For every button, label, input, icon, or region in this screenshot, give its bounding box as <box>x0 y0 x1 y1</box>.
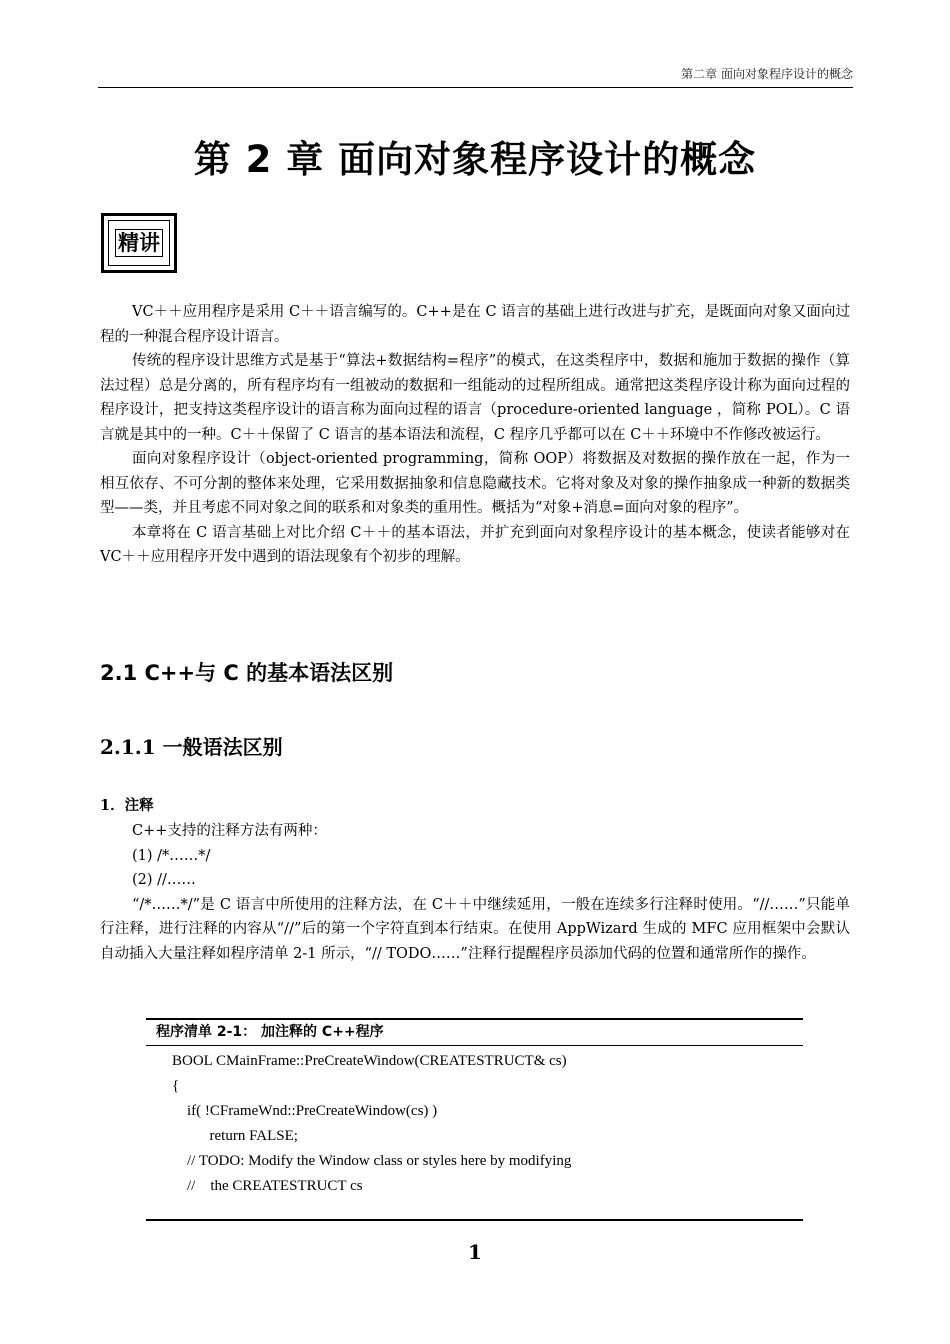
intro-paragraph: 面向对象程序设计（object-oriented programming，简称 OOP）将数据及对数据的操作放在一起，作为一相互依存、不可分割的整体来处理，它采用数据抽象和信息隐藏技术。它将对象及对象的操作抽象成一种新的数据类型——类，并且考虑不同对象之间的联系和对象类的重用性。概括为“对象+消息=面向对象的程序”。 <box>100 451 850 516</box>
code-line: // TODO: Modify the Window class or styles here by modifying <box>172 1153 572 1169</box>
comment-method: (1) /*……*/ <box>132 847 211 864</box>
section-heading: 2.1 C++与 C 的基本语法区别 <box>100 661 394 685</box>
item-heading: 1．注释 <box>100 797 154 814</box>
comment-intro: C++支持的注释方法有两种： <box>132 823 327 839</box>
code-line: return FALSE; <box>172 1128 298 1144</box>
intro-paragraph: 传统的程序设计思维方式是基于“算法+数据结构=程序”的模式，在这类程序中，数据和施加于数据的操作（算法过程）总是分离的，所有程序均有一组被动的数据和一组能动的过程所组成。通常把这类程序设计称为面向过程的程序设计，把支持这类程序设计的语言称为面向过程的语言（procedure-oriented language ，简称 POL）。C 语言就是其中的一种。C＋＋保留了 C 语言的基本语法和流程，C 程序几乎都可以在 C＋＋环境中不作修改被运行。 <box>100 353 850 443</box>
comment-section-text <box>100 819 850 966</box>
section-label-frame <box>108 220 170 266</box>
code-line: // the CREATESTRUCT cs <box>172 1178 363 1194</box>
listing-code <box>172 1049 571 1199</box>
code-line: BOOL CMainFrame::PreCreateWindow(CREATESTRUCT& cs) <box>172 1053 567 1069</box>
intro-paragraph: 本章将在 C 语言基础上对比介绍 C＋＋的基本语法，并扩充到面向对象程序设计的基本概念，使读者能够对在 VC＋＋应用程序开发中遇到的语法现象有个初步的理解。 <box>100 524 850 565</box>
section-label-box <box>101 213 177 273</box>
listing-title: 程序清单 2-1： 加注释的 C++程序 <box>156 1024 384 1040</box>
listing-bottom-rule <box>146 1219 803 1221</box>
page-number: 1 <box>468 1240 482 1264</box>
section-label: 精讲 <box>115 229 163 257</box>
code-listing <box>146 1018 803 1222</box>
intro-paragraph: VC＋＋应用程序是采用 C＋＋语言编写的。C++是在 C 语言的基础上进行改进与扩充，是既面向对象又面向过程的一种混合程序设计语言。 <box>100 304 850 345</box>
subsection-heading: 2.1.1 一般语法区别 <box>100 735 283 759</box>
intro-text <box>100 300 850 570</box>
code-line: if( !CFrameWnd::PreCreateWindow(cs) ) <box>172 1103 438 1119</box>
header-rule <box>98 87 853 88</box>
listing-title-rule <box>146 1045 803 1046</box>
code-line: { <box>172 1078 180 1094</box>
running-header: 第二章 面向对象程序设计的概念 <box>681 67 853 81</box>
chapter-title: 第 2 章 面向对象程序设计的概念 <box>193 138 757 181</box>
comment-paragraph: “/*……*/”是 C 语言中所使用的注释方法，在 C＋＋中继续延用，一般在连续多行注释时使用。“//……”只能单行注释，进行注释的内容从“//”后的第一个字符直到本行结束。在使用 AppWizard 生成的 MFC 应用框架中会默认自动插入大量注释如程序清单 2-1 所示，“// TODO……”注释行提醒程序员添加代码的位置和通常所作的操作。 <box>100 896 850 962</box>
comment-method: (2) //…… <box>132 872 196 888</box>
listing-top-rule <box>146 1018 803 1020</box>
